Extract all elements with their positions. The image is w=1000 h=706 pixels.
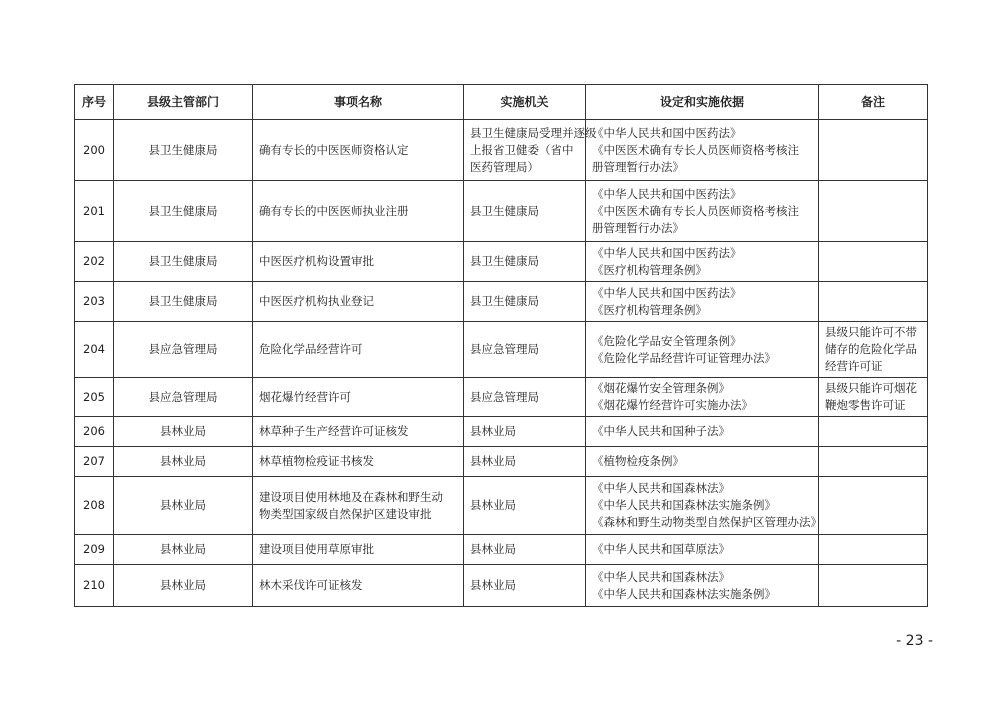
cell-basis — [586, 447, 819, 477]
cell-basis-line: 《中华人民共和国森林法实施条例》 — [592, 498, 776, 512]
cell-basis — [586, 535, 819, 565]
cell-note — [819, 282, 928, 322]
table-row — [75, 477, 928, 535]
cell-basis — [586, 378, 819, 417]
cell-item — [253, 282, 464, 322]
cell-agency — [464, 535, 586, 565]
cell-note — [819, 535, 928, 565]
cell-agency-line: 县林业局 — [470, 498, 516, 512]
table-row — [75, 417, 928, 447]
cell-basis — [586, 417, 819, 447]
cell-item-line: 确有专长的中医医师执业注册 — [259, 203, 409, 218]
cell-serial: 201 — [75, 181, 114, 242]
cell-dept: 县应急管理局 — [114, 378, 253, 417]
cell-agency-line: 县应急管理局 — [470, 389, 539, 404]
cell-agency — [464, 242, 586, 282]
header-note: 备注 — [819, 85, 928, 120]
cell-item — [253, 477, 464, 535]
cell-item-line: 林木采伐许可证核发 — [259, 578, 363, 592]
header-serial: 序号 — [75, 85, 114, 120]
cell-basis-line: 《植物检疫条例》 — [592, 454, 684, 468]
cell-agency — [464, 477, 586, 535]
cell-agency-line: 县卫生健康局 — [470, 203, 539, 218]
cell-agency-line: 上报省卫健委（省中 — [470, 142, 574, 157]
header-item: 事项名称 — [253, 85, 464, 120]
cell-note — [819, 242, 928, 282]
table-row — [75, 120, 928, 181]
cell-note — [819, 120, 928, 181]
cell-dept: 县应急管理局 — [114, 322, 253, 378]
cell-note — [819, 447, 928, 477]
cell-dept: 县林业局 — [114, 535, 253, 565]
cell-basis-line: 《中华人民共和国森林法》 — [592, 481, 730, 495]
cell-basis-line: 《中华人民共和国森林法实施条例》 — [592, 586, 776, 601]
cell-note-line: 经营许可证 — [825, 359, 883, 373]
table-row — [75, 535, 928, 565]
cell-serial: 207 — [75, 447, 114, 477]
cell-item — [253, 535, 464, 565]
page-number: - 23 - — [896, 633, 933, 649]
cell-item — [253, 120, 464, 181]
cell-note — [819, 322, 928, 378]
cell-basis — [586, 181, 819, 242]
cell-serial: 210 — [75, 565, 114, 607]
cell-item — [253, 242, 464, 282]
cell-serial: 205 — [75, 378, 114, 417]
cell-item-line: 烟花爆竹经营许可 — [259, 389, 351, 404]
permits-table — [74, 84, 928, 607]
cell-serial: 204 — [75, 322, 114, 378]
cell-dept: 县卫生健康局 — [114, 120, 253, 181]
cell-agency-line: 县卫生健康局 — [470, 294, 539, 308]
cell-note — [819, 565, 928, 607]
cell-note — [819, 181, 928, 242]
cell-basis-line: 《中医医术确有专长人员医师资格考核注 — [592, 142, 799, 157]
cell-item-line: 物类型国家级自然保护区建设审批 — [259, 506, 432, 521]
cell-serial: 209 — [75, 535, 114, 565]
cell-note-line: 鞭炮零售许可证 — [825, 398, 906, 412]
cell-basis-line: 《烟花爆竹安全管理条例》 — [592, 381, 730, 395]
cell-basis-line: 《中医医术确有专长人员医师资格考核注 — [592, 203, 799, 218]
cell-item-line: 林草种子生产经营许可证核发 — [259, 424, 409, 438]
table-row — [75, 322, 928, 378]
cell-item — [253, 322, 464, 378]
cell-basis-line: 《烟花爆竹经营许可实施办法》 — [592, 398, 753, 412]
cell-basis-line: 《中华人民共和国种子法》 — [592, 424, 730, 438]
table-row — [75, 181, 928, 242]
cell-basis-line: 《医疗机构管理条例》 — [592, 302, 707, 317]
cell-agency-line: 县卫生健康局 — [470, 254, 539, 268]
cell-note-line: 县级只能许可烟花 — [825, 381, 917, 395]
cell-basis-line: 《中华人民共和国中医药法》 — [592, 125, 742, 140]
table-row — [75, 447, 928, 477]
cell-note — [819, 378, 928, 417]
cell-basis-line: 《危险化学品安全管理条例》 — [592, 333, 742, 348]
cell-basis-line: 《森林和野生动物类型自然保护区管理办法》 — [592, 515, 822, 529]
cell-basis-line: 《医疗机构管理条例》 — [592, 262, 707, 277]
cell-item — [253, 378, 464, 417]
cell-item-line: 林草植物检疫证书核发 — [259, 454, 374, 468]
cell-basis — [586, 477, 822, 535]
header-agency: 实施机关 — [464, 85, 586, 120]
cell-serial: 202 — [75, 242, 114, 282]
header-basis: 设定和实施依据 — [586, 85, 819, 120]
cell-serial: 208 — [75, 477, 114, 535]
table-row — [75, 242, 928, 282]
cell-basis-line: 《中华人民共和国中医药法》 — [592, 245, 742, 260]
cell-agency — [464, 447, 586, 477]
cell-agency — [464, 378, 586, 417]
cell-agency-line: 县林业局 — [470, 454, 516, 468]
cell-basis-line: 《中华人民共和国中医药法》 — [592, 186, 742, 201]
cell-note-line: 储存的危险化学品 — [825, 342, 917, 356]
table-row — [75, 378, 928, 417]
cell-agency-line: 县林业局 — [470, 424, 516, 438]
cell-item — [253, 181, 464, 242]
cell-basis — [586, 322, 819, 378]
cell-item-line: 危险化学品经营许可 — [259, 342, 363, 356]
cell-basis-line: 册管理暂行办法》 — [592, 220, 684, 235]
cell-basis — [586, 282, 819, 322]
cell-dept: 县林业局 — [114, 565, 253, 607]
table-row — [75, 282, 928, 322]
cell-note — [819, 417, 928, 447]
cell-basis-line: 《中华人民共和国中医药法》 — [592, 285, 742, 300]
cell-item — [253, 447, 464, 477]
header-dept: 县级主管部门 — [114, 85, 253, 120]
cell-dept: 县卫生健康局 — [114, 282, 253, 322]
cell-agency — [464, 417, 586, 447]
cell-basis — [586, 565, 819, 607]
cell-basis-line: 《中华人民共和国草原法》 — [592, 542, 730, 556]
cell-basis — [586, 242, 819, 282]
cell-item-line: 建设项目使用林地及在森林和野生动 — [259, 489, 443, 504]
cell-serial: 200 — [75, 120, 114, 181]
cell-basis-line: 册管理暂行办法》 — [592, 159, 684, 174]
cell-agency — [464, 181, 586, 242]
cell-agency — [464, 565, 586, 607]
cell-agency-line: 医药管理局） — [470, 159, 539, 174]
cell-dept: 县林业局 — [114, 447, 253, 477]
cell-basis — [586, 120, 819, 181]
cell-agency — [464, 322, 586, 378]
cell-dept: 县卫生健康局 — [114, 181, 253, 242]
cell-serial: 203 — [75, 282, 114, 322]
cell-agency-line: 县林业局 — [470, 542, 516, 556]
cell-dept: 县林业局 — [114, 417, 253, 447]
cell-item-line: 建设项目使用草原审批 — [259, 542, 374, 556]
cell-item-line: 确有专长的中医医师资格认定 — [259, 142, 409, 157]
cell-basis-line: 《中华人民共和国森林法》 — [592, 569, 730, 584]
table-row — [75, 565, 928, 607]
cell-agency — [464, 120, 597, 181]
cell-serial: 206 — [75, 417, 114, 447]
cell-note — [819, 477, 928, 535]
cell-dept: 县卫生健康局 — [114, 242, 253, 282]
cell-item-line: 中医医疗机构设置审批 — [259, 254, 374, 268]
cell-agency-line: 县林业局 — [470, 578, 516, 592]
cell-item — [253, 417, 464, 447]
cell-basis-line: 《危险化学品经营许可证管理办法》 — [592, 350, 776, 365]
cell-dept: 县林业局 — [114, 477, 253, 535]
cell-agency-line: 县卫生健康局受理并逐级 — [470, 125, 597, 140]
cell-note-line: 县级只能许可不带 — [825, 325, 917, 339]
cell-agency — [464, 282, 586, 322]
table-header-row — [75, 85, 928, 120]
cell-item-line: 中医医疗机构执业登记 — [259, 294, 374, 308]
cell-item — [253, 565, 464, 607]
cell-agency-line: 县应急管理局 — [470, 342, 539, 356]
